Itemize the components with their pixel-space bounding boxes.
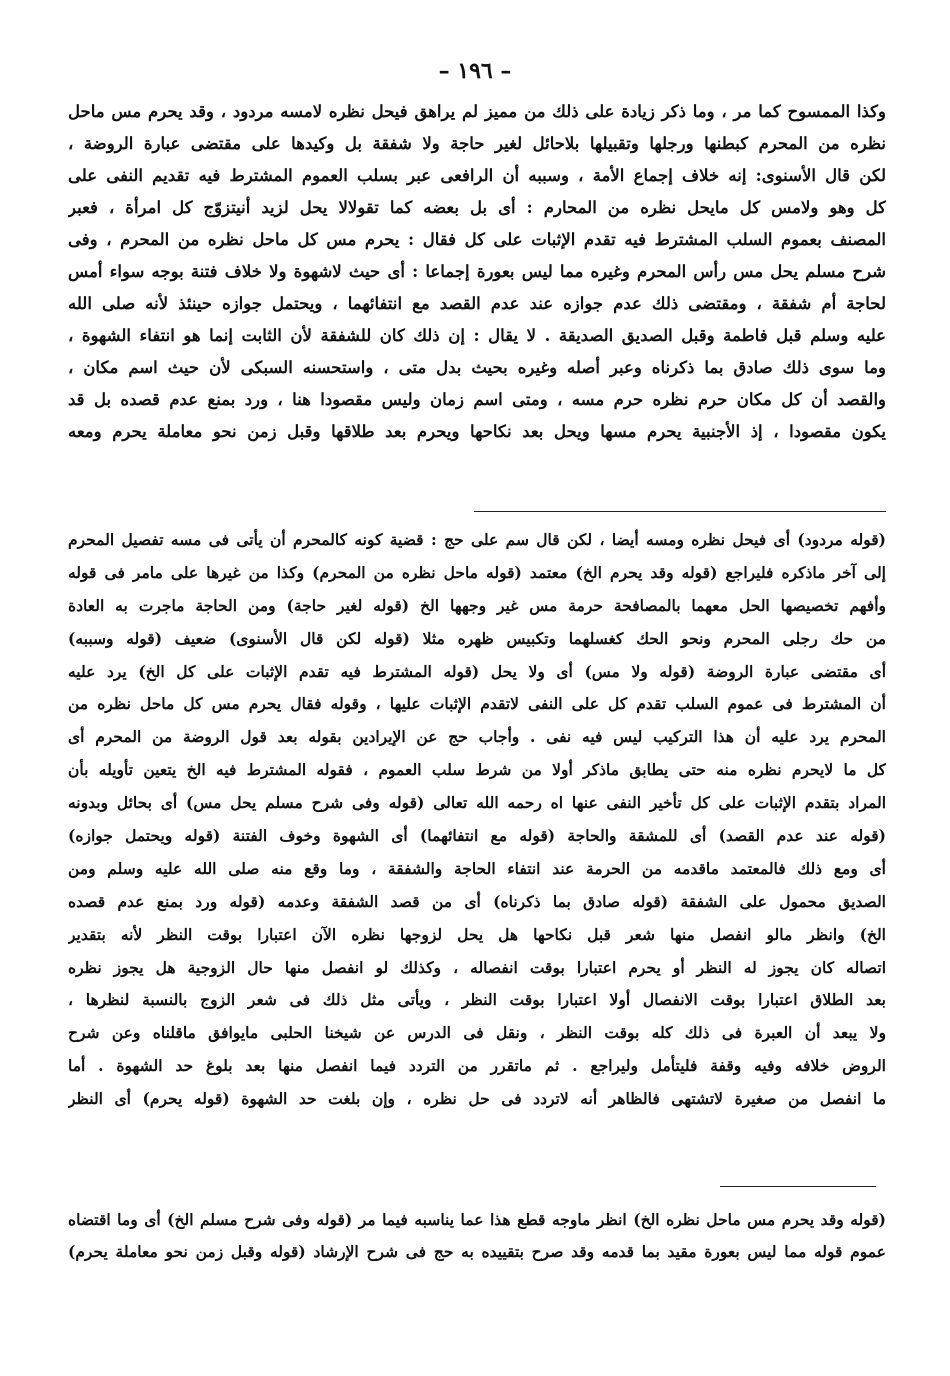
page-number: – ١٩٦ – bbox=[438, 58, 512, 84]
main-text-line: عليه وسلم قبل فاطمة وقبل الصديق الصديقة . لا يقال : إن ذلك كان للشفقة لأن الثابت إنما هو انتفاء الشهوة ، bbox=[68, 326, 886, 345]
main-text-line: والقصد أن كل مكان حرم نظره حرم مسه ، ومتى اسم زمان وليس مقصودا هنا ، ورد بمنع عدم قصده بل قد bbox=[68, 390, 886, 409]
footnote-line: الروض خلافه وفيه وقفة فليتأمل وليراجع . ثم ماتقرر من التردد فيما انفصل منها بعد بلوغ حد الشهوة . أما bbox=[68, 1056, 886, 1076]
footnote-line: أن المشترط فى عموم السلب تقدم كل على النفى لاتقدم الإثبات عليها ، وقوله فقال يحرم مس كل ماحل نظره من bbox=[68, 694, 886, 714]
footnotes-first bbox=[68, 524, 886, 1116]
footnote-line: أى مقتضى عبارة الروضة (قوله ولا مس) أى ولا يحل (قوله المشترط فيه تقدم الإثبات على كل الخ) يرد عليه bbox=[68, 661, 886, 681]
footnote-line: عموم قوله مما ليس بعورة مقيد بما قدمه وقد صرح بتقييده به حج فى شرح الإرشاد (قوله وقبل زمن نحو معاملة يحرم) bbox=[68, 1242, 886, 1261]
footnote-line: المراد بتقدم الإثبات على كل تأخير النفى عنها اه رحمه الله تعالى (قوله وفى شرح مسلم يحل مس) أى بحائل وبدونه bbox=[68, 793, 886, 813]
footnote-line: الصديق محمول على الشفقة (قوله صادق بما ذكرناه) أى من قصد الشفقة وعدمه (قوله ورد بمنع عدم قصده bbox=[68, 891, 886, 911]
main-text-line: كل وهو ولامس كل مايحل نظره من المحارم : أى بل بعضه كما تقولالا يحل لزيد أنيتزوّج كل امرأة ، فعبر bbox=[68, 198, 886, 217]
footnote-line: المحرم يرد عليه أن هذا التركيب ليس فيه نفى . وأجاب حج عن الإيرادين بقوله بعد قول الروضة من المحرم أى bbox=[68, 727, 886, 747]
footnote-divider bbox=[474, 511, 886, 512]
footnote-line: (قوله عند عدم القصد) أى للمشقة والحاجة (قوله مع انتفائهما) أى الشهوة وخوف الفتنة (قوله ويحتمل جوازه) bbox=[68, 826, 886, 846]
footnote-line: الخ) وانظر مالو انفصل منها شعر قبل نكاحها هل يحل لزوجها نظره الآن اعتبارا بوقت النظر لأنه بتقدير bbox=[68, 924, 886, 944]
main-text-line: نظره من المحرم كبطنها ورجلها وتقبيلها بلاحائل لغير حاجة ولا شفقة بل وكيدها على مقتضى عبارة الروضة ، bbox=[68, 134, 886, 153]
main-text-line: وكذا الممسوح كما مر ، وما ذكر زيادة على ذلك من مميز لم يراهق فيحل نظره لامسه مردود ، وقد يحرم مس ماحل bbox=[68, 102, 886, 121]
footnote-line: (قوله وقد يحرم مس ماحل نظره الخ) انظر ماوجه قطع هذا عما يناسبه فيما مر (قوله وفى شرح مسلم الخ) أى وما اقتضاه bbox=[68, 1210, 886, 1229]
footnote-line: (قوله مردود) أى فيحل نظره ومسه أيضا ، لكن قال سم على حج : قضية كونه كالمحرم أن يأتى فى مسه تفصيل المحرم bbox=[68, 530, 886, 549]
main-text-line: يكون مقصودا ، إذ الأجنبية يحرم مسها ويحل بعد نكاحها ويحرم بعد طلاقها وقبل زمن نحو معاملة يحرم ومعه bbox=[68, 422, 886, 441]
footnote-line: اتصاله كان يجوز له النظر أو يحرم اعتبارا بوقت انفصاله ، وكذلك لو انفصل منها حال الزوجية هل يجوز نظره bbox=[68, 957, 886, 977]
main-text bbox=[68, 96, 886, 448]
footnote-line: كل ما لايحرم نظره منه حتى يطابق ماذكر أولا من شرط سلب العموم ، فقوله المشترط فيه الخ يتعين تأويله بأن bbox=[68, 760, 886, 780]
footnote-line: وأفهم تخصيصها الحل معهما بالمصافحة حرمة مس غير وجهها الخ (قوله لغير حاجة) ومن الحاجة ماجرت به العادة bbox=[68, 595, 886, 615]
footnote-line: أى ومع ذلك فالمعتمد ماقدمه من الحرمة عند انتفاء الحاجة والشفقة ، وما وقع منه صلى الله عليه وسلم ومن bbox=[68, 858, 886, 878]
footnote-line: من حك رجلى المحرم ونحو الحك كغسلهما وتكبيس ظهره مثلا (قوله لكن قال الأسنوى) ضعيف (قوله وسببه) bbox=[68, 628, 886, 648]
main-text-line: المصنف بعموم السلب المشترط فيه تقدم الإثبات على كل فقال : يحرم مس كل ماحل نظره من المحرم ، وفى bbox=[68, 230, 886, 249]
footnotes-second bbox=[68, 1204, 886, 1268]
footnote-line: ولا يبعد أن العبرة فى ذلك كله بوقت النظر ، ونقل فى الدرس عن شيخنا الحلبى مايوافق ماقلناه وعن شرح bbox=[68, 1023, 886, 1043]
main-text-line: شرح مسلم يحل مس رأس المحرم وغيره مما ليس بعورة إجماعا : أى حيث لاشهوة ولا خلاف فتنة بوجه سواء أمس bbox=[68, 262, 886, 281]
footnote-line: ما انفصل من صغيرة لاتشتهى فالظاهر أنه لاتردد فى حل نظره ، وإن بلغت حد الشهوة (قوله يحرم) أى النظر bbox=[68, 1089, 886, 1109]
footnote-line: إلى آخر ماذكره فليراجع (قوله وقد يحرم الخ) معتمد (قوله ماحل نظره من المحرم) وكذا من غيرها على مامر فى قوله bbox=[68, 562, 886, 582]
main-text-line: لكن قال الأسنوى: إنه خلاف إجماع الأمة ، وسببه أن الرافعى عبر بسلب العموم المشترط فيه تقديم النفى على bbox=[68, 166, 886, 185]
footnote-divider-short bbox=[720, 1186, 876, 1187]
main-text-line: لحاجة أم شفقة ، ومقتضى ذلك عدم جوازه عند عدم القصد مع انتفائهما ، ويحتمل جوازه حينئذ لأنه صلى الله bbox=[68, 294, 886, 313]
main-text-line: وما سوى ذلك صادق بما ذكرناه وعبر أصله وغيره بحيث بدل متى ، واستحسنه السبكى لأن حيث اسم مكان ، bbox=[68, 358, 886, 377]
footnote-line: بعد الطلاق اعتبارا بوقت الانفصال أولا اعتبارا بوقت النظر ، ويأتى مثل ذلك فى شعر الزوج بالنسبة لنظرها ، bbox=[68, 990, 886, 1010]
